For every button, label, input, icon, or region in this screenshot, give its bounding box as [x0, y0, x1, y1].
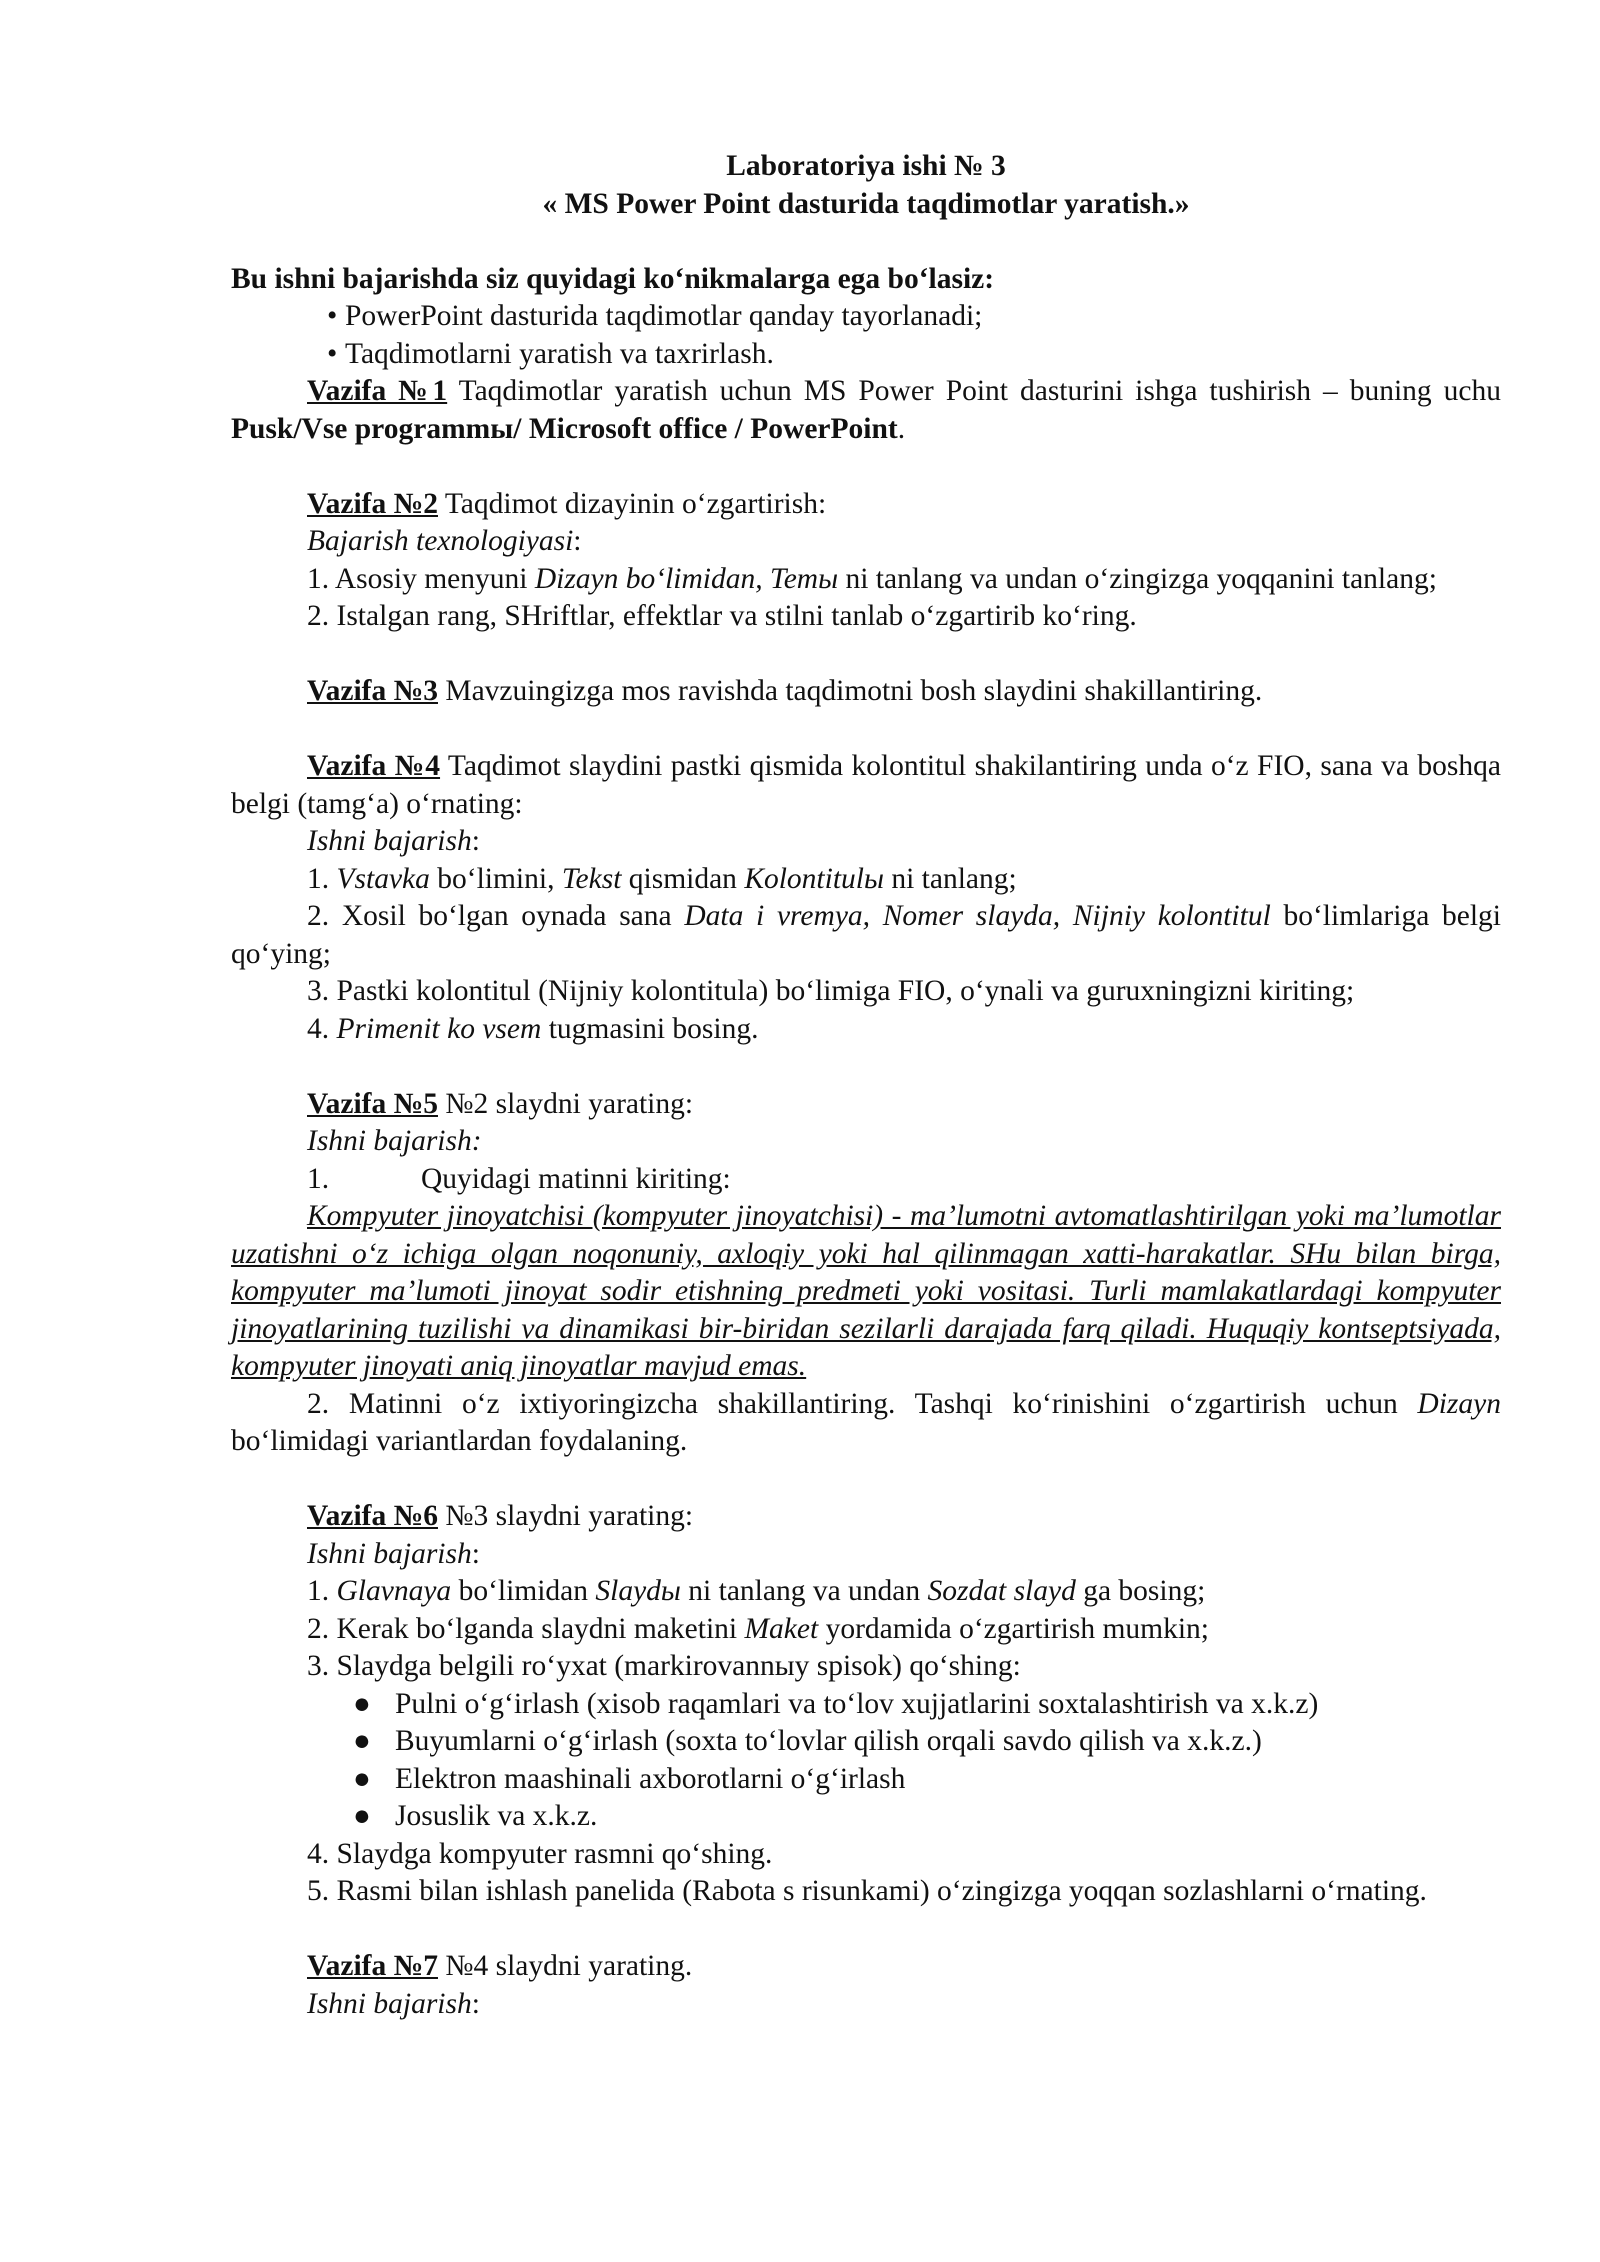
task-4-step-4: 4. Primenit ko vsem tugmasini bosing. [307, 1012, 759, 1045]
program-path: Pusk/Vse programmы/ Microsoft office / PowerPoint [231, 412, 898, 445]
bullet-dot-icon: ● [353, 1725, 371, 1757]
task-6-bullet: ● Josuslik va x.k.z. [231, 1798, 1501, 1836]
task-5-work-label: Ishni bajarish: [307, 1125, 482, 1157]
task-6-label: Vazifa №6 [307, 1500, 438, 1532]
task-7-work-label: Ishni bajarish: [307, 1987, 480, 2020]
task-5-step-2: 2. Matinni o‘z ixtiyoringizcha shakillantiring. Tashqi ko‘rinishini o‘zgartirish uchun Dizayn bo‘limidagi variantlardan foydalaning. [231, 1387, 1501, 1457]
task-5-label: Vazifa №5 [307, 1087, 438, 1120]
intro-bullet: • Taqdimotlarni yaratish va taxrirlash. [231, 336, 1501, 374]
task-2-step-1: 1. Asosiy menyuni Dizayn bo‘limidan, Temы ni tanlang va undan o‘zingizga yoqqanini tanlang; [307, 562, 1437, 595]
task-6-step-1: 1. Glavnaya bo‘limidan Slaydы ni tanlang va undan Sozdat slayd ga bosing; [307, 1575, 1206, 1607]
intro-bullet: • PowerPoint dasturida taqdimotlar qanday tayorlanadi; [231, 298, 1501, 336]
bullet-dot-icon: • [327, 300, 338, 332]
document-page [231, 148, 1501, 2023]
task-6-step-4: 4. Slaydga kompyuter rasmni qo‘shing. [307, 1837, 773, 1870]
task-4-work-label: Ishni bajarish: [307, 825, 480, 857]
task-6-bullet: ● Pulni o‘g‘irlash (xisob raqamlari va to‘lov xujjatlarini soxtalashtirish va x.k.z) [231, 1686, 1501, 1724]
task-6: Vazifa №6 №3 slaydni yarating: [307, 1500, 694, 1532]
task-3-label: Vazifa №3 [307, 675, 438, 707]
task-5-quote-text: Kompyuter jinoyatchisi (kompyuter jinoyatchisi) - ma’lumotni avtomatlashtirilgan yoki ma’lumotlar uzatishni o‘z ichiga olgan noqonuniy, axloqiy yoki hal qilinmagan xatti-harakatlar. SHu bilan birga, kompyuter ma’lumoti jinoyat sodir etishning predmeti yoki vositasi. Turli mamlakatlardagi kompyuter jinoyatlarining tuzilishi va dinamikasi bir-biridan sezilarli darajada farq qiladi. Huquqiy kontseptsiyada, kompyuter jinoyati aniq jinoyatlar mavjud emas. [231, 1200, 1501, 1382]
task-4: Vazifa №4 Taqdimot slaydini pastki qismida kolontitul shakilantiring unda o‘z FIO, sana va boshqa belgi (tamg‘a) o‘rnating: [231, 750, 1501, 820]
task-6-bullet: ● Buyumlarni o‘g‘irlash (soxta to‘lovlar qilish orqali savdo qilish va x.k.z.) [231, 1723, 1501, 1761]
task-4-label: Vazifa №4 [307, 750, 441, 782]
task-7: Vazifa №7 №4 slaydni yarating. [307, 1950, 693, 1982]
task-4-step-3: 3. Pastki kolontitul (Nijniy kolontitula) bo‘limiga FIO, o‘ynali va guruxningizni kiriting; [307, 975, 1355, 1007]
bullet-dot-icon: ● [353, 1687, 371, 1720]
task-6-bullet: ● Elektron maashinali axborotlarni o‘g‘irlash [231, 1761, 1501, 1799]
bullet-dot-icon: ● [353, 1800, 371, 1832]
intro-heading: Bu ishni bajarishda siz quyidagi ko‘nikmalarga ega bo‘lasiz: [231, 262, 995, 295]
bullet-dot-icon: • [327, 337, 338, 370]
task-1: Vazifa №1 Taqdimotlar yaratish uchun MS Power Point dasturini ishga tushirish – buning uchu Pusk/Vse programmы/ Microsoft office / PowerPoint. [231, 375, 1501, 445]
task-2-tech-label: Bajarish texnologiyasi: [307, 525, 582, 557]
task-3: Vazifa №3 Mavzuingizga mos ravishda taqdimotni bosh slaydini shakillantiring. [307, 675, 1263, 707]
task-2: Vazifa №2 Taqdimot dizayinin o‘zgartirish: [307, 487, 827, 520]
task-5: Vazifa №5 №2 slaydni yarating: [307, 1087, 694, 1120]
doc-title-line2: « MS Power Point dasturida taqdimotlar yaratish.» [542, 187, 1190, 220]
task-5-step-1: 1. Quyidagi matinni kiriting: [307, 1162, 731, 1195]
task-4-step-2: 2. Xosil bo‘lgan oynada sana Data i vremya, Nomer slayda, Nijniy kolontitul bo‘limlariga belgi qo‘ying; [231, 900, 1501, 970]
task-4-step-1: 1. Vstavka bo‘limini, Tekst qismidan Kolontitulы ni tanlang; [307, 862, 1017, 895]
task-2-step-2: 2. Istalgan rang, SHriftlar, effektlar va stilni tanlab o‘zgartirib ko‘ring. [307, 600, 1137, 632]
task-1-label: Vazifa №1 [307, 375, 448, 407]
task-6-step-3: 3. Slaydga belgili ro‘yxat (markirovannыy spisok) qo‘shing: [307, 1650, 1021, 1682]
task-6-step-5: 5. Rasmi bilan ishlash panelida (Rabota s risunkami) o‘zingizga yoqqan sozlashlarni o‘rnating. [307, 1875, 1427, 1907]
task-7-label: Vazifa №7 [307, 1950, 438, 1982]
task-2-label: Vazifa №2 [307, 487, 438, 520]
bullet-dot-icon: ● [353, 1762, 371, 1795]
task-6-step-2: 2. Kerak bo‘lganda slaydni maketini Maket yordamida o‘zgartirish mumkin; [307, 1612, 1209, 1645]
task-6-work-label: Ishni bajarish: [307, 1537, 480, 1570]
doc-title-line1: Laboratoriya ishi № 3 [726, 150, 1006, 182]
